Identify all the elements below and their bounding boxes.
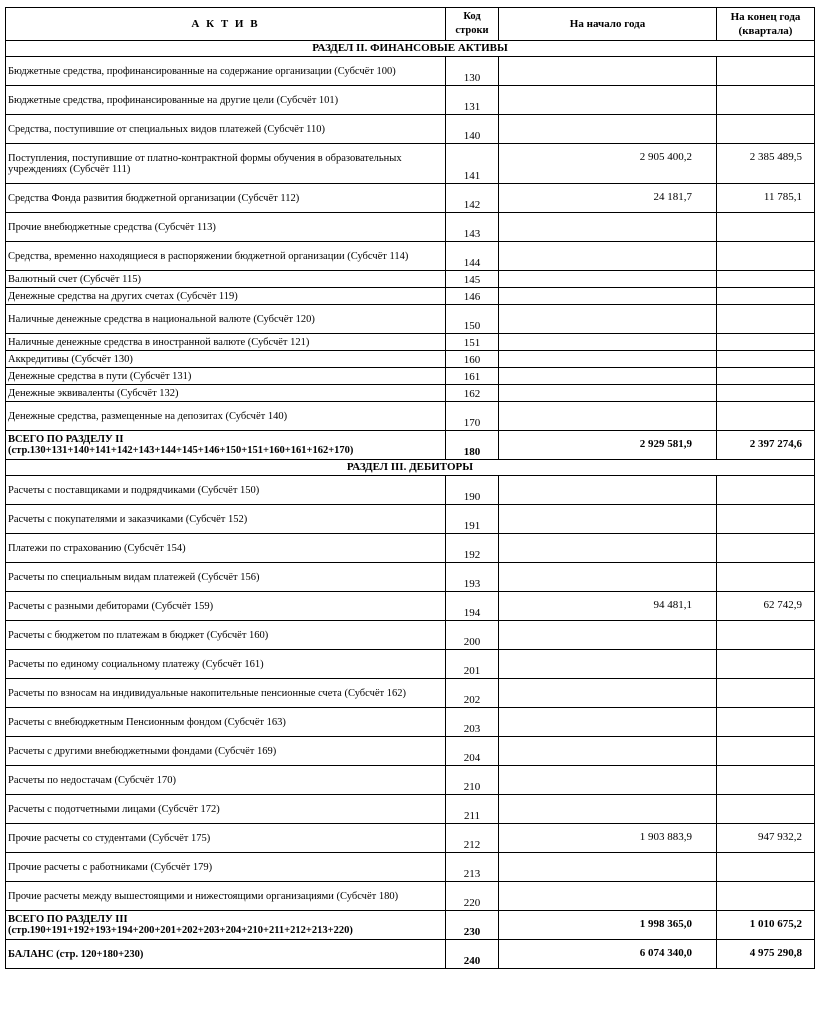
row-code: 201 xyxy=(446,650,499,679)
row-code: 204 xyxy=(446,737,499,766)
row-end-value xyxy=(717,737,815,766)
table-row xyxy=(6,368,815,385)
row-start-value xyxy=(499,534,717,563)
row-start-value: 2 929 581,9 xyxy=(499,431,717,460)
table-row xyxy=(6,351,815,368)
header-kod: Код строки xyxy=(446,8,499,41)
table-row xyxy=(6,882,815,911)
balance-table xyxy=(5,7,815,969)
row-code: 150 xyxy=(446,305,499,334)
row-end-value xyxy=(717,368,815,385)
row-end-value: 11 785,1 xyxy=(717,184,815,213)
row-code: 145 xyxy=(446,271,499,288)
row-end-value xyxy=(717,679,815,708)
row-code: 202 xyxy=(446,679,499,708)
row-start-value xyxy=(499,385,717,402)
row-start-value xyxy=(499,737,717,766)
row-start-value xyxy=(499,242,717,271)
row-end-value xyxy=(717,86,815,115)
row-start-value xyxy=(499,882,717,911)
row-code: 200 xyxy=(446,621,499,650)
row-code: 191 xyxy=(446,505,499,534)
row-name: Бюджетные средства, профинансированные на другие цели (Субсчёт 101) xyxy=(6,86,446,115)
row-end-value xyxy=(717,213,815,242)
row-end-value: 2 397 274,6 xyxy=(717,431,815,460)
row-name: Расчеты с покупателями и заказчиками (Субсчёт 152) xyxy=(6,505,446,534)
row-name: БАЛАНС (стр. 120+180+230) xyxy=(6,940,446,969)
table-row xyxy=(6,115,815,144)
total-row xyxy=(6,940,815,969)
row-start-value xyxy=(499,334,717,351)
row-code: 146 xyxy=(446,288,499,305)
row-code: 193 xyxy=(446,563,499,592)
row-end-value xyxy=(717,305,815,334)
table-row xyxy=(6,242,815,271)
table-row xyxy=(6,795,815,824)
row-end-value xyxy=(717,563,815,592)
table-row xyxy=(6,853,815,882)
row-end-value xyxy=(717,271,815,288)
row-code: 130 xyxy=(446,57,499,86)
row-start-value: 94 481,1 xyxy=(499,592,717,621)
row-name: Расчеты с поставщиками и подрядчиками (Субсчёт 150) xyxy=(6,476,446,505)
row-name: Бюджетные средства, профинансированные на содержание организации (Субсчёт 100) xyxy=(6,57,446,86)
row-name: Расчеты по специальным видам платежей (Субсчёт 156) xyxy=(6,563,446,592)
row-code: 220 xyxy=(446,882,499,911)
row-start-value: 24 181,7 xyxy=(499,184,717,213)
row-name: Платежи по страхованию (Субсчёт 154) xyxy=(6,534,446,563)
table-row xyxy=(6,184,815,213)
row-start-value: 1 998 365,0 xyxy=(499,911,717,940)
row-start-value xyxy=(499,288,717,305)
row-name: Прочие расчеты с работниками (Субсчёт 179) xyxy=(6,853,446,882)
table-row xyxy=(6,271,815,288)
table-row xyxy=(6,650,815,679)
table-row xyxy=(6,57,815,86)
table-row xyxy=(6,563,815,592)
table-row xyxy=(6,213,815,242)
row-code: 142 xyxy=(446,184,499,213)
section-title-row xyxy=(6,41,815,57)
row-end-value xyxy=(717,334,815,351)
row-name: Поступления, поступившие от платно-контрактной формы обучения в образовательных учреждениях (Субсчёт 111) xyxy=(6,144,446,184)
row-code: 144 xyxy=(446,242,499,271)
row-name: Наличные денежные средства в национальной валюте (Субсчёт 120) xyxy=(6,305,446,334)
row-start-value xyxy=(499,57,717,86)
section-title: РАЗДЕЛ II. ФИНАНСОВЫЕ АКТИВЫ xyxy=(6,41,815,57)
row-code: 211 xyxy=(446,795,499,824)
row-start-value xyxy=(499,351,717,368)
row-end-value xyxy=(717,288,815,305)
row-name: Расчеты с разными дебиторами (Субсчёт 159) xyxy=(6,592,446,621)
row-start-value xyxy=(499,402,717,431)
row-end-value: 62 742,9 xyxy=(717,592,815,621)
row-start-value xyxy=(499,271,717,288)
header-aktiv: А К Т И В xyxy=(6,8,446,41)
table-row xyxy=(6,766,815,795)
row-name: Расчеты по взносам на индивидуальные накопительные пенсионные счета (Субсчёт 162) xyxy=(6,679,446,708)
row-code: 192 xyxy=(446,534,499,563)
row-code: 203 xyxy=(446,708,499,737)
table-row xyxy=(6,288,815,305)
row-name: Расчеты с другими внебюджетными фондами (Субсчёт 169) xyxy=(6,737,446,766)
row-start-value xyxy=(499,795,717,824)
row-code: 161 xyxy=(446,368,499,385)
table-row xyxy=(6,679,815,708)
row-end-value: 1 010 675,2 xyxy=(717,911,815,940)
row-end-value xyxy=(717,534,815,563)
table-row xyxy=(6,737,815,766)
row-code: 180 xyxy=(446,431,499,460)
row-start-value xyxy=(499,213,717,242)
table-row xyxy=(6,505,815,534)
row-start-value xyxy=(499,368,717,385)
row-start-value xyxy=(499,86,717,115)
row-code: 131 xyxy=(446,86,499,115)
row-start-value xyxy=(499,766,717,795)
row-name: Денежные средства на других счетах (Субсчёт 119) xyxy=(6,288,446,305)
row-end-value xyxy=(717,385,815,402)
row-name: Расчеты с подотчетными лицами (Субсчёт 172) xyxy=(6,795,446,824)
section-title-row xyxy=(6,460,815,476)
row-end-value xyxy=(717,766,815,795)
row-code: 141 xyxy=(446,144,499,184)
row-name: Прочие расчеты между вышестоящими и нижестоящими организациями (Субсчёт 180) xyxy=(6,882,446,911)
row-start-value xyxy=(499,853,717,882)
row-name: ВСЕГО ПО РАЗДЕЛУ III (стр.190+191+192+193+194+200+201+202+203+204+210+211+212+213+220) xyxy=(6,911,446,940)
row-start-value xyxy=(499,115,717,144)
row-name: Денежные эквиваленты (Субсчёт 132) xyxy=(6,385,446,402)
row-end-value xyxy=(717,476,815,505)
row-name: Прочие расчеты со студентами (Субсчёт 175) xyxy=(6,824,446,853)
row-end-value: 4 975 290,8 xyxy=(717,940,815,969)
row-end-value xyxy=(717,505,815,534)
header-end: На конец года (квартала) xyxy=(717,8,815,41)
section-title: РАЗДЕЛ III. ДЕБИТОРЫ xyxy=(6,460,815,476)
balance-table-body xyxy=(6,8,815,969)
row-start-value: 6 074 340,0 xyxy=(499,940,717,969)
row-start-value xyxy=(499,650,717,679)
row-start-value xyxy=(499,679,717,708)
row-code: 213 xyxy=(446,853,499,882)
row-end-value: 947 932,2 xyxy=(717,824,815,853)
table-header-row xyxy=(6,8,815,41)
table-row xyxy=(6,334,815,351)
table-row xyxy=(6,86,815,115)
row-name: Расчеты по недостачам (Субсчёт 170) xyxy=(6,766,446,795)
row-code: 210 xyxy=(446,766,499,795)
row-code: 170 xyxy=(446,402,499,431)
row-start-value xyxy=(499,505,717,534)
row-name: ВСЕГО ПО РАЗДЕЛУ II (стр.130+131+140+141+142+143+144+145+146+150+151+160+161+162+170) xyxy=(6,431,446,460)
row-code: 230 xyxy=(446,911,499,940)
row-end-value xyxy=(717,708,815,737)
row-end-value xyxy=(717,402,815,431)
row-end-value xyxy=(717,242,815,271)
row-end-value: 2 385 489,5 xyxy=(717,144,815,184)
row-code: 194 xyxy=(446,592,499,621)
header-start: На начало года xyxy=(499,8,717,41)
row-name: Прочие внебюджетные средства (Субсчёт 113) xyxy=(6,213,446,242)
row-end-value xyxy=(717,351,815,368)
row-code: 140 xyxy=(446,115,499,144)
row-start-value xyxy=(499,305,717,334)
row-end-value xyxy=(717,795,815,824)
row-end-value xyxy=(717,57,815,86)
row-start-value xyxy=(499,621,717,650)
row-end-value xyxy=(717,882,815,911)
row-name: Наличные денежные средства в иностранной валюте (Субсчёт 121) xyxy=(6,334,446,351)
row-start-value: 1 903 883,9 xyxy=(499,824,717,853)
row-name: Денежные средства в пути (Субсчёт 131) xyxy=(6,368,446,385)
row-end-value xyxy=(717,115,815,144)
row-code: 212 xyxy=(446,824,499,853)
row-end-value xyxy=(717,650,815,679)
row-code: 190 xyxy=(446,476,499,505)
table-row xyxy=(6,385,815,402)
row-name: Валютный счет (Субсчёт 115) xyxy=(6,271,446,288)
table-row xyxy=(6,144,815,184)
table-row xyxy=(6,824,815,853)
row-code: 143 xyxy=(446,213,499,242)
row-code: 160 xyxy=(446,351,499,368)
row-name: Расчеты с бюджетом по платежам в бюджет (Субсчёт 160) xyxy=(6,621,446,650)
row-code: 151 xyxy=(446,334,499,351)
table-row xyxy=(6,305,815,334)
row-code: 240 xyxy=(446,940,499,969)
row-start-value: 2 905 400,2 xyxy=(499,144,717,184)
table-row xyxy=(6,592,815,621)
row-name: Расчеты с внебюджетным Пенсионным фондом (Субсчёт 163) xyxy=(6,708,446,737)
total-row xyxy=(6,431,815,460)
table-row xyxy=(6,476,815,505)
row-name: Аккредитивы (Субсчёт 130) xyxy=(6,351,446,368)
row-name: Средства Фонда развития бюджетной организации (Субсчёт 112) xyxy=(6,184,446,213)
row-name: Средства, поступившие от специальных видов платежей (Субсчёт 110) xyxy=(6,115,446,144)
row-code: 162 xyxy=(446,385,499,402)
row-end-value xyxy=(717,621,815,650)
row-start-value xyxy=(499,708,717,737)
table-row xyxy=(6,708,815,737)
table-row xyxy=(6,621,815,650)
row-start-value xyxy=(499,476,717,505)
total-row xyxy=(6,911,815,940)
table-row xyxy=(6,534,815,563)
row-start-value xyxy=(499,563,717,592)
row-end-value xyxy=(717,853,815,882)
row-name: Денежные средства, размещенные на депозитах (Субсчёт 140) xyxy=(6,402,446,431)
row-name: Расчеты по единому социальному платежу (Субсчёт 161) xyxy=(6,650,446,679)
table-row xyxy=(6,402,815,431)
row-name: Средства, временно находящиеся в распоряжении бюджетной организации (Субсчёт 114) xyxy=(6,242,446,271)
